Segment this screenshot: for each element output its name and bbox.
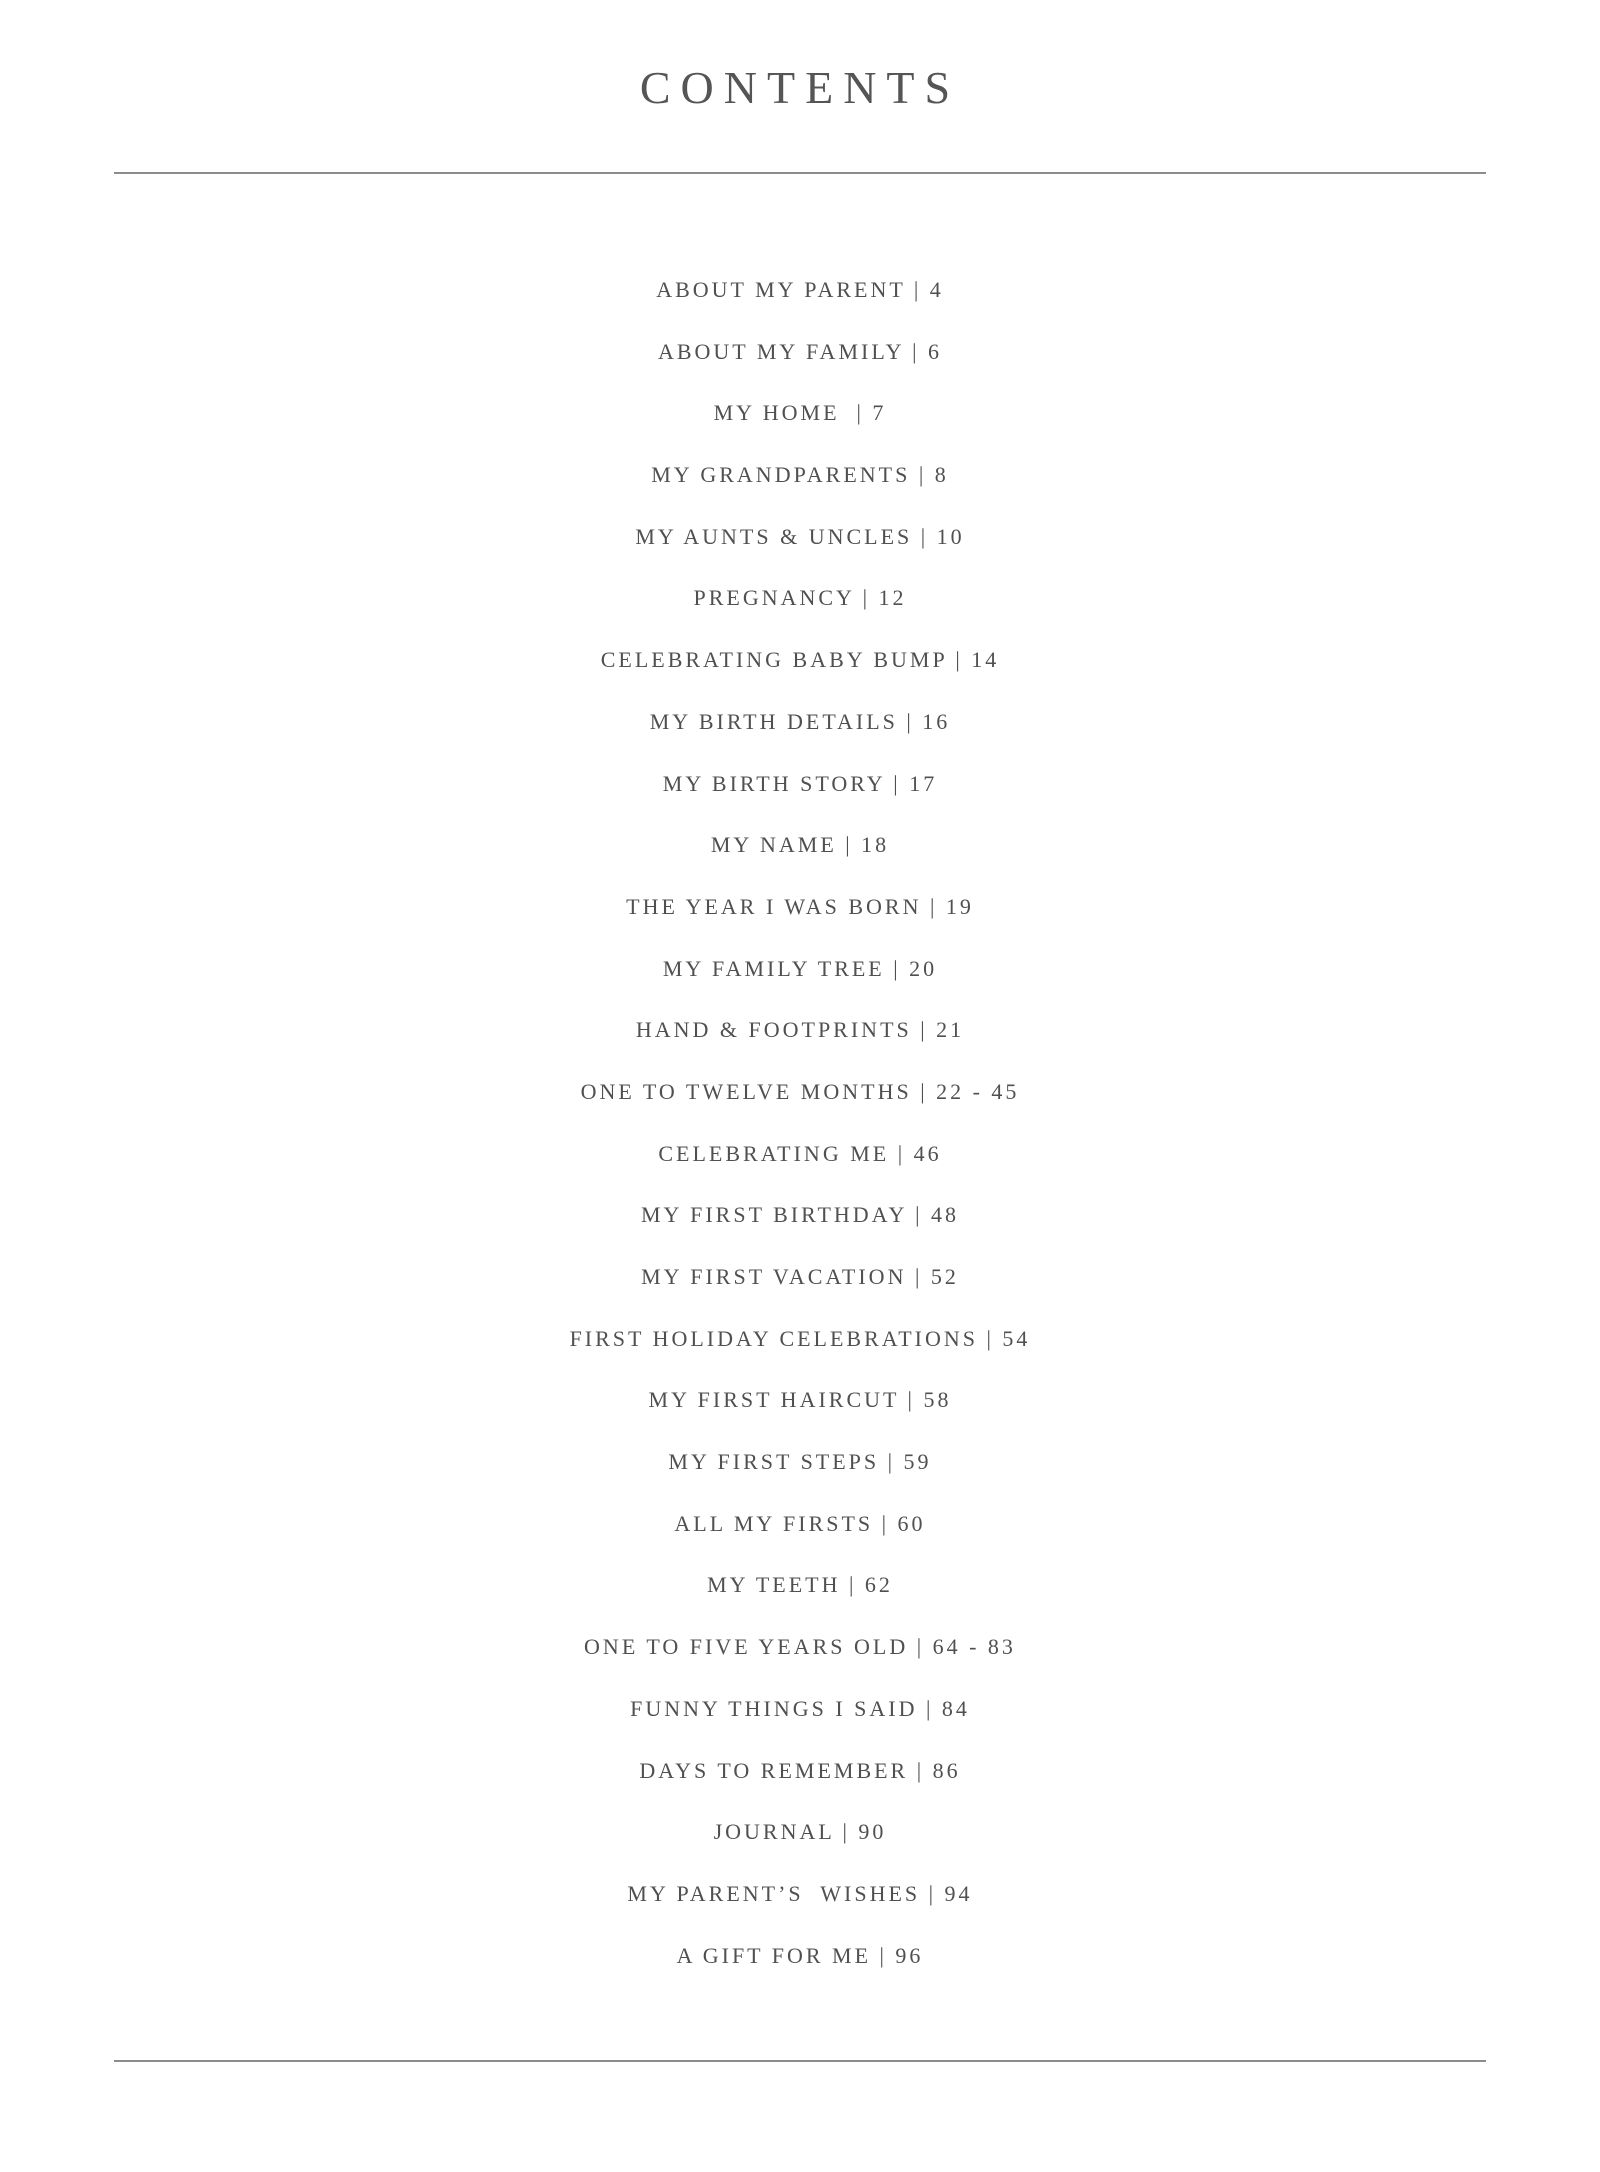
page-title: CONTENTS xyxy=(639,62,961,113)
toc-entry: MY FAMILY TREE | 20 xyxy=(662,955,938,981)
toc-entry: MY FIRST VACATION | 52 xyxy=(641,1264,959,1289)
toc-entry: ONE TO TWELVE MONTHS | 22 - 45 xyxy=(580,1078,1020,1104)
toc-entry: MY PARENT’S WISHES | 94 xyxy=(627,1880,973,1906)
toc-entry: HAND & FOOTPRINTS | 21 xyxy=(635,1017,965,1043)
bottom-divider xyxy=(114,2060,1486,2062)
toc-entry: MY TEETH | 62 xyxy=(707,1572,893,1598)
toc-entry: MY FIRST HAIRCUT | 58 xyxy=(648,1387,952,1413)
toc-entry: MY BIRTH DETAILS | 16 xyxy=(649,708,951,734)
toc-entry: MY FIRST STEPS | 59 xyxy=(668,1449,932,1475)
toc-entry: ONE TO FIVE YEARS OLD | 64 - 83 xyxy=(584,1634,1016,1660)
toc-entry: MY FIRST BIRTHDAY | 48 xyxy=(640,1202,960,1228)
toc-entry: ABOUT MY FAMILY | 6 xyxy=(657,338,943,364)
toc-entry: FIRST HOLIDAY CELEBRATIONS | 54 xyxy=(569,1325,1031,1351)
toc-entry: MY BIRTH STORY | 17 xyxy=(662,770,938,796)
toc-entry: ABOUT MY PARENT | 4 xyxy=(656,277,944,302)
toc-entry: ALL MY FIRSTS | 60 xyxy=(674,1510,926,1536)
toc-entry: DAYS TO REMEMBER | 86 xyxy=(639,1757,961,1783)
toc-entry: CELEBRATING ME | 46 xyxy=(658,1140,942,1166)
toc-entry: FUNNY THINGS I SAID | 84 xyxy=(630,1695,970,1721)
toc-entry: JOURNAL | 90 xyxy=(713,1819,887,1845)
top-divider xyxy=(114,172,1486,174)
toc-entry: MY AUNTS & UNCLES | 10 xyxy=(635,523,965,549)
toc-entry: THE YEAR I WAS BORN | 19 xyxy=(626,893,974,919)
toc-entry: MY HOME | 7 xyxy=(713,400,887,426)
toc-entry: A GIFT FOR ME | 96 xyxy=(676,1942,924,1968)
toc-entry: MY GRANDPARENTS | 8 xyxy=(651,462,949,488)
toc-entry: MY NAME | 18 xyxy=(710,832,890,858)
toc-entry: PREGNANCY | 12 xyxy=(693,585,907,611)
toc-entry: CELEBRATING BABY BUMP | 14 xyxy=(600,647,1000,673)
table-of-contents xyxy=(0,270,1600,1997)
